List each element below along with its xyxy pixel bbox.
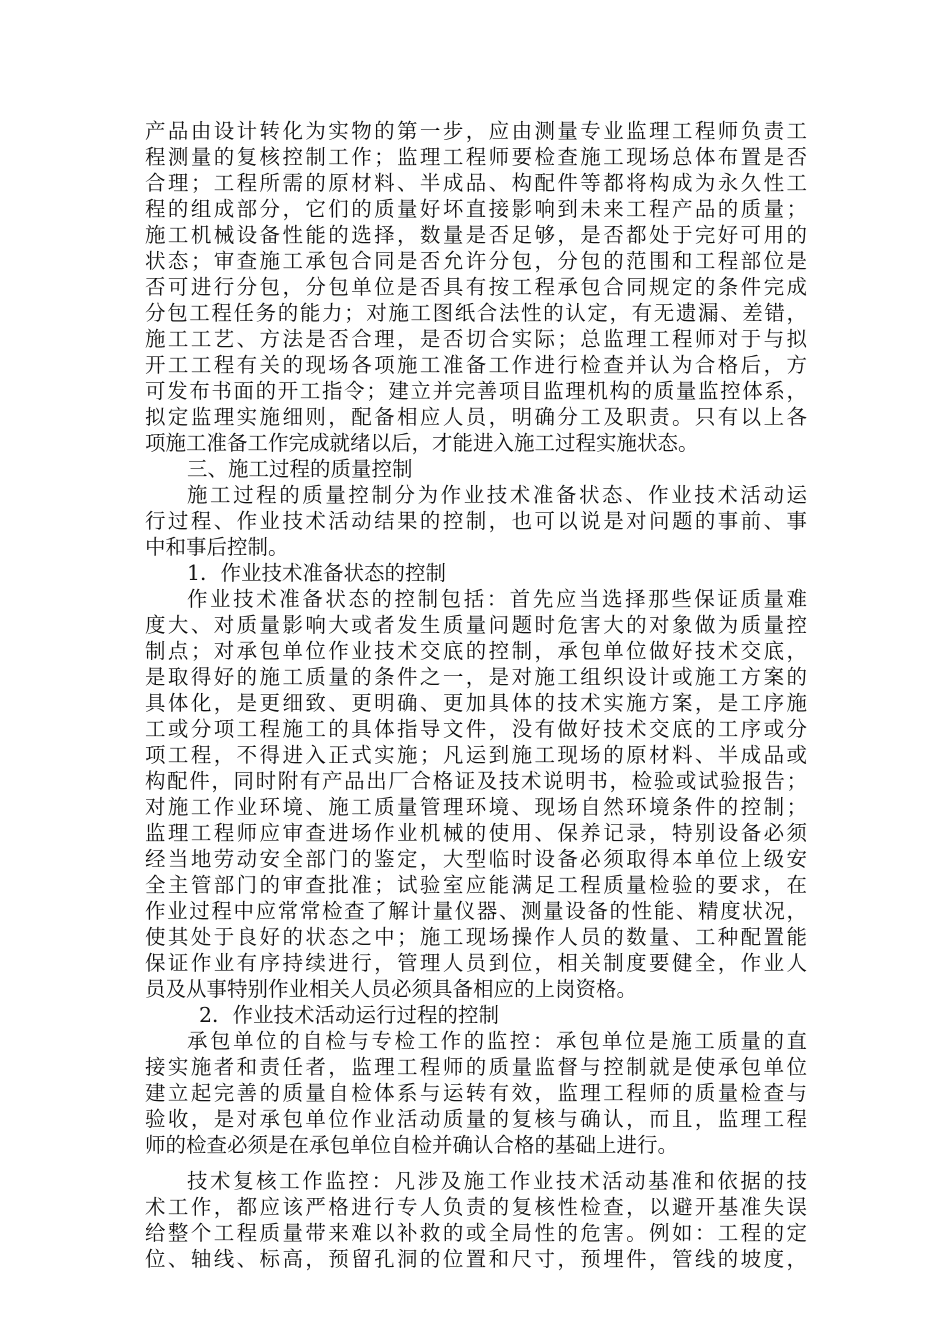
subsection-paragraph <box>145 1168 807 1272</box>
text-line: 合理；工程所需的原材料、半成品、构配件等都将构成为永久性工 <box>145 171 807 195</box>
intro-paragraph <box>145 118 807 456</box>
text-line: 状态；审查施工承包合同是否允许分包，分包的范围和工程部位是 <box>145 249 807 273</box>
text-line: 全主管部门的审查批准；试验室应能满足工程质量检验的要求，在 <box>145 873 807 897</box>
text-line: 构配件，同时附有产品出厂合格证及技术说明书，检验或试验报告； <box>145 769 807 793</box>
text-line: 作业过程中应常常检查了解计量仪器、测量设备的性能、精度状况， <box>145 899 807 923</box>
text-line: 项工程，不得进入正式实施；凡运到施工现场的原材料、半成品或 <box>145 743 807 767</box>
text-line: 技术复核工作监控：凡涉及施工作业技术活动基准和依据的技 <box>187 1169 807 1193</box>
text-line: 是取得好的施工质量的条件之一，是对施工组织设计或施工方案的 <box>145 665 807 689</box>
text-line: 程的组成部分，它们的质量好坏直接影响到未来工程产品的质量； <box>145 197 807 221</box>
paragraph-gap <box>145 1158 807 1168</box>
text-line: 术工作，都应该严格进行专人负责的复核性检查，以避开基准失误 <box>145 1195 807 1219</box>
text-line: 分包工程任务的能力；对施工图纸合法性的认定，有无遗漏、差错， <box>145 301 807 325</box>
text-line: 具体化，是更细致、更明确、更加具体的技术实施方案，是工序施 <box>145 691 807 715</box>
text-line: 员及从事特别作业相关人员必须具备相应的上岗资格。 <box>145 977 637 1001</box>
text-line: 施工过程的质量控制分为作业技术准备状态、作业技术活动运 <box>187 483 807 507</box>
section-paragraph <box>145 482 807 560</box>
text-line: 监理工程师应审查进场作业机械的使用、保养记录，特别设备必须 <box>145 821 807 845</box>
text-line: 工或分项工程施工的具体指导文件，没有做好技术交底的工序或分 <box>145 717 807 741</box>
text-line: 度大、对质量影响大或者发生质量问题时危害大的对象做为质量控 <box>145 613 807 637</box>
subsection-heading: 2．作业技术活动运行过程的控制 <box>199 1003 500 1027</box>
text-line: 行过程、作业技术活动结果的控制，也可以说是对问题的事前、事 <box>145 509 807 533</box>
text-line: 程测量的复核控制工作；监理工程师要检查施工现场总体布置是否 <box>145 145 807 169</box>
text-line: 施工机械设备性能的选择，数量是否足够，是否都处于完好可用的 <box>145 223 807 247</box>
text-line: 可发布书面的开工指令；建立并完善项目监理机构的质量监控体系， <box>145 379 807 403</box>
text-line: 制点；对承包单位作业技术交底的控制，承包单位做好技术交底， <box>145 639 807 663</box>
text-line: 接实施者和责任者，监理工程师的质量监督与控制就是使承包单位 <box>145 1055 807 1079</box>
text-line: 作业技术准备状态的控制包括：首先应当选择那些保证质量难 <box>187 587 807 611</box>
text-line: 开工工程有关的现场各项施工准备工作进行检查并认为合格后，方 <box>145 353 807 377</box>
text-line: 师的检查必须是在承包单位自检并确认合格的基础上进行。 <box>145 1133 678 1157</box>
document-page <box>145 118 807 1272</box>
subsection-paragraph <box>145 586 807 1002</box>
text-line: 保证作业有序持续进行，管理人员到位，相关制度要健全，作业人 <box>145 951 807 975</box>
subsection-paragraph <box>145 1028 807 1158</box>
text-line: 中和事后控制。 <box>145 535 289 559</box>
text-line: 承包单位的自检与专检工作的监控：承包单位是施工质量的直 <box>187 1029 807 1053</box>
text-line: 经当地劳动安全部门的鉴定，大型临时设备必须取得本单位上级安 <box>145 847 807 871</box>
text-line: 验收，是对承包单位作业活动质量的复核与确认，而且，监理工程 <box>145 1107 807 1131</box>
text-line: 拟定监理实施细则，配备相应人员，明确分工及职责。只有以上各 <box>145 405 807 429</box>
text-line: 否可进行分包，分包单位是否具有按工程承包合同规定的条件完成 <box>145 275 807 299</box>
section-heading: 三、施工过程的质量控制 <box>187 457 413 481</box>
text-line: 使其处于良好的状态之中；施工现场操作人员的数量、工种配置能 <box>145 925 807 949</box>
text-line: 项施工准备工作完成就绪以后，才能进入施工过程实施状态。 <box>145 431 699 455</box>
text-line: 位、轴线、标高，预留孔洞的位置和尺寸，预埋件，管线的坡度， <box>145 1247 807 1271</box>
text-line: 施工工艺、方法是否合理，是否切合实际；总监理工程师对于与拟 <box>145 327 807 351</box>
subsection-heading: 1．作业技术准备状态的控制 <box>187 561 447 585</box>
text-line: 建立起完善的质量自检体系与运转有效，监理工程师的质量检查与 <box>145 1081 807 1105</box>
text-line: 给整个工程质量带来难以补救的或全局性的危害。例如：工程的定 <box>145 1221 807 1245</box>
text-line: 产品由设计转化为实物的第一步，应由测量专业监理工程师负责工 <box>145 119 807 143</box>
text-line: 对施工作业环境、施工质量管理环境、现场自然环境条件的控制； <box>145 795 807 819</box>
